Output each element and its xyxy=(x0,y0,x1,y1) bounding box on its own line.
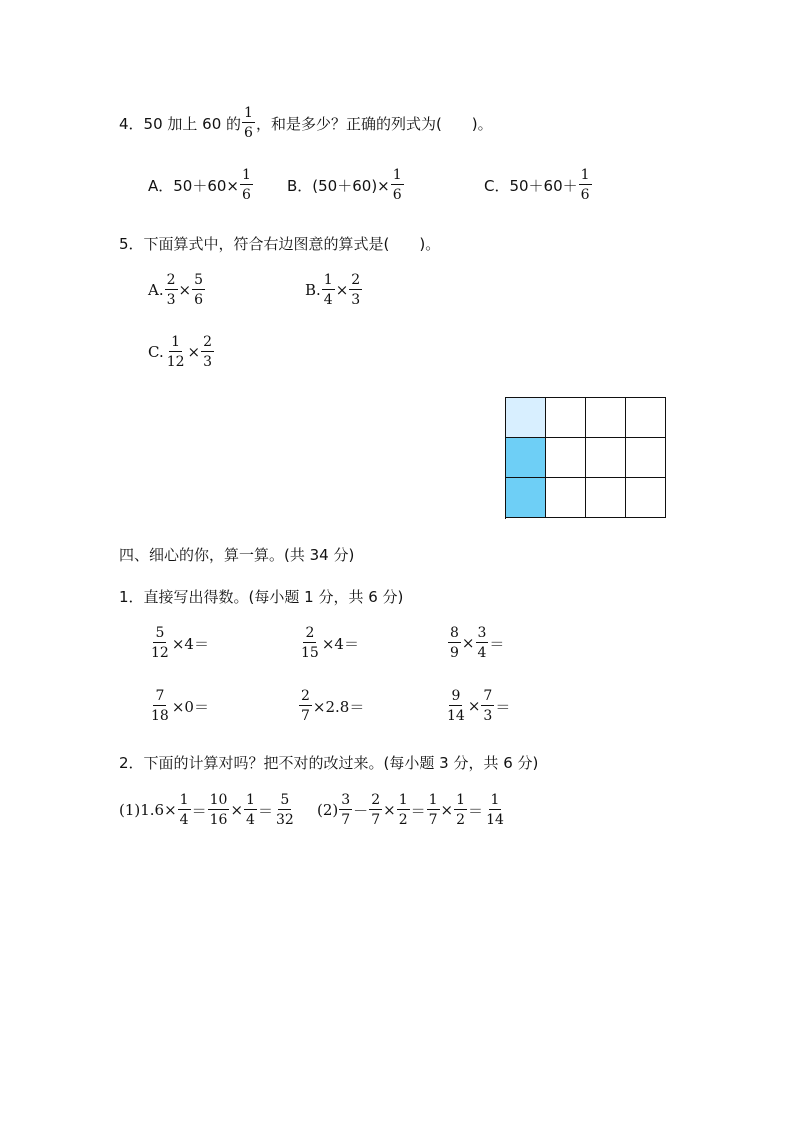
grid-cell xyxy=(546,478,586,518)
grid-cell xyxy=(626,398,666,438)
check-expression-2: (2) $\frac{3}{7}$ － $\frac{2}{7}$ × $\frac{1}{2}$ ＝ $\frac{1}{7}$ × $\frac{1}{2}$ ＝ $\frac{1}{14}$ xyxy=(317,792,504,828)
grid-cell xyxy=(506,438,546,478)
grid-cell xyxy=(506,398,546,438)
q5-option-a: A. $\frac{2}{3}$ × $\frac{5}{6}$ xyxy=(148,272,204,308)
q4-option-a: A．50＋60× $\frac{1}{6}$ xyxy=(148,167,251,203)
fraction: $\frac{1}{6}$ xyxy=(392,167,402,203)
grid-cell xyxy=(626,478,666,518)
q4-stem-pre: 4．50 加上 60 的 xyxy=(119,114,242,133)
grid-cell xyxy=(546,438,586,478)
calc-item-4: $\frac{7}{18}$ ×0＝ xyxy=(151,688,209,724)
q5-option-c: C. $\frac{1}{12}$ × $\frac{2}{3}$ xyxy=(148,334,213,370)
part1-title: 1．直接写出得数。(每小题 1 分，共 6 分) xyxy=(119,588,404,606)
q4-option-b: B．(50＋60)× $\frac{1}{6}$ xyxy=(287,167,402,203)
grid-cell xyxy=(586,438,626,478)
fraction: $\frac{1}{6}$ xyxy=(242,167,251,203)
calc-item-6: $\frac{9}{14}$ × $\frac{7}{3}$ ＝ xyxy=(447,688,511,724)
grid-cell xyxy=(586,478,626,518)
grid-cell xyxy=(506,478,546,518)
grid-cell xyxy=(546,398,586,438)
calc-item-5: $\frac{2}{7}$ ×2.8＝ xyxy=(301,688,365,724)
q5-stem: 5．下面算式中，符合右边图意的算式是( )。 xyxy=(119,235,441,253)
q4-stem xyxy=(119,106,493,140)
q4-stem-fraction: $\frac{1}{6}$ xyxy=(244,105,253,141)
fraction: $\frac{1}{6}$ xyxy=(580,167,590,203)
part2-title: 2．下面的计算对吗？把不对的改过来。(每小题 3 分，共 6 分) xyxy=(119,754,539,772)
q5-option-b: B. $\frac{1}{4}$ × $\frac{2}{3}$ xyxy=(305,272,361,308)
grid-cell xyxy=(586,398,626,438)
fraction-grid-figure xyxy=(505,397,666,519)
q4-option-c: C．50＋60＋ $\frac{1}{6}$ xyxy=(484,167,590,203)
section-title: 四、细心的你，算一算。(共 34 分) xyxy=(119,546,355,564)
calc-item-1: $\frac{5}{12}$ ×4＝ xyxy=(151,625,209,661)
q4-stem-post: ，和是多少？正确的列式为( )。 xyxy=(255,114,493,133)
calc-item-2: $\frac{2}{15}$ ×4＝ xyxy=(301,625,359,661)
calc-item-3: $\frac{8}{9}$ × $\frac{3}{4}$ ＝ xyxy=(450,625,505,661)
grid-cell xyxy=(626,438,666,478)
check-expression-1: (1)1.6× $\frac{1}{4}$ ＝ $\frac{10}{16}$ × $\frac{1}{4}$ ＝ $\frac{5}{32}$ xyxy=(119,792,294,828)
